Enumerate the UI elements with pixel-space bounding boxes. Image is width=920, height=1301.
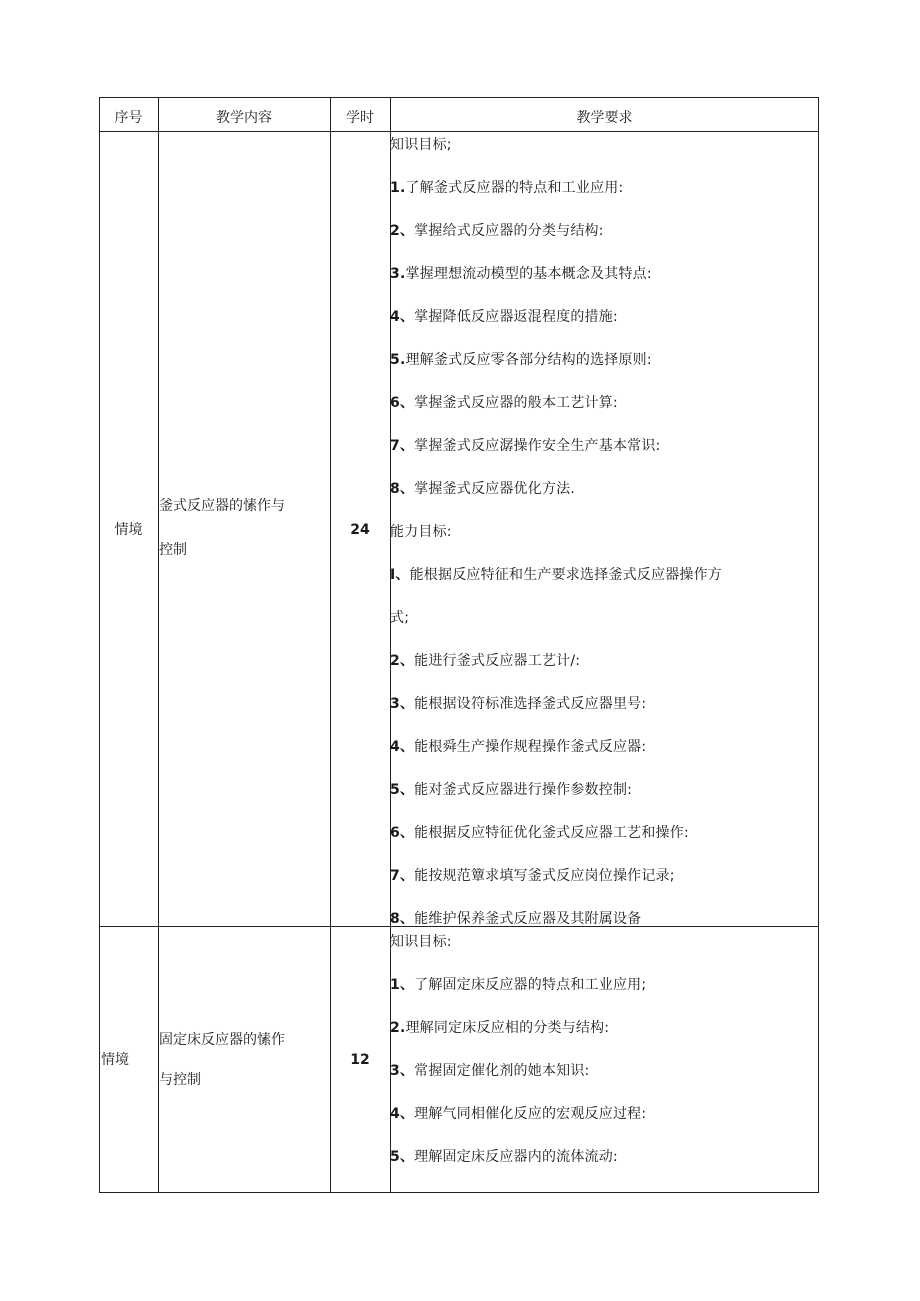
table-border-top [99, 97, 819, 98]
table-border-left [99, 97, 100, 1193]
requirement-line: 7、能按规范簟求填写釜式反应岗位操作记录; [390, 868, 675, 884]
requirement-line: 3.掌握理想流动模型的基本概念及其特点: [390, 266, 652, 282]
requirement-line: 能力目标: [390, 524, 452, 540]
requirement-line: 2.理解同定床反应相的分类与结构: [390, 1020, 610, 1036]
requirement-line: 4、掌握降低反应器返混程度的措施: [390, 309, 618, 325]
requirement-line: 式; [390, 610, 410, 626]
table-border-bottom [99, 1192, 819, 1193]
row1-seq: 情境 [114, 522, 143, 538]
requirement-line: 8、掌握釜式反应器优化方法. [390, 481, 576, 497]
requirement-line: 知识目标; [390, 137, 452, 153]
requirement-line: 5、理解固定床反应器内的流体流动: [390, 1149, 618, 1165]
header-content: 教学内容 [216, 110, 272, 126]
requirement-line: 2、掌握给式反应器的分类与结构: [390, 223, 604, 239]
column-divider [330, 97, 331, 1193]
requirement-line: 知识目标: [390, 934, 452, 950]
column-divider [158, 97, 159, 1193]
row1-requirements [390, 134, 819, 926]
requirement-line: 8、能维护保养釜式反应器及其附属设备 [390, 911, 642, 926]
requirement-line: 4、能根舜生产操作规程操作釜式反应器: [390, 739, 647, 755]
header-requirements: 教学要求 [576, 110, 633, 126]
row2-content-line1: 固定床反应器的愫作 [159, 1032, 285, 1048]
requirement-line: 6、能根据反应特征优化釜式反应器工艺和操作: [390, 825, 689, 841]
requirement-line: 1、了解固定床反应器的特点和工业应用; [390, 977, 647, 993]
requirement-line: 7、掌握釜式反应潺操作安全生产基本常识: [390, 438, 661, 454]
row2-content-line2: 与控制 [159, 1072, 201, 1088]
row1-content-line1: 釜式反应器的愫作与 [159, 498, 285, 514]
row-divider [99, 926, 819, 927]
row2-hours: 12 [350, 1052, 370, 1068]
header-bottom-line [99, 131, 819, 132]
requirement-line: 6、掌握釜式反应器的般本工艺计算: [390, 395, 618, 411]
course-table [99, 97, 819, 1193]
requirement-line: 3、常握固定催化剂的她本知识: [390, 1063, 590, 1079]
requirement-line: I、能根据反应特征和生产要求选择釜式反应器操作方 [390, 567, 723, 583]
row2-seq: 情境 [101, 1052, 129, 1068]
requirement-line: 1.了解釜式反应器的特点和工业应用: [390, 180, 624, 196]
requirement-line: 3、能根据设符标准选择釜式反应器里号: [390, 696, 647, 712]
row1-content-line2: 控制 [159, 542, 187, 558]
requirement-line: 5、能对釜式反应器进行操作参数控制: [390, 782, 633, 798]
header-hours: 学时 [346, 110, 374, 126]
header-seq: 序号 [114, 110, 143, 126]
requirement-line: 5.理解釜式反应零各部分结构的选择原则: [390, 352, 652, 368]
requirement-line: 4、理解气同相催化反应的宏观反应过程: [390, 1106, 647, 1122]
row2-requirements [390, 931, 819, 1192]
requirement-line: 2、能进行釜式反应器工艺计/: [390, 653, 581, 669]
row1-hours: 24 [350, 522, 370, 538]
